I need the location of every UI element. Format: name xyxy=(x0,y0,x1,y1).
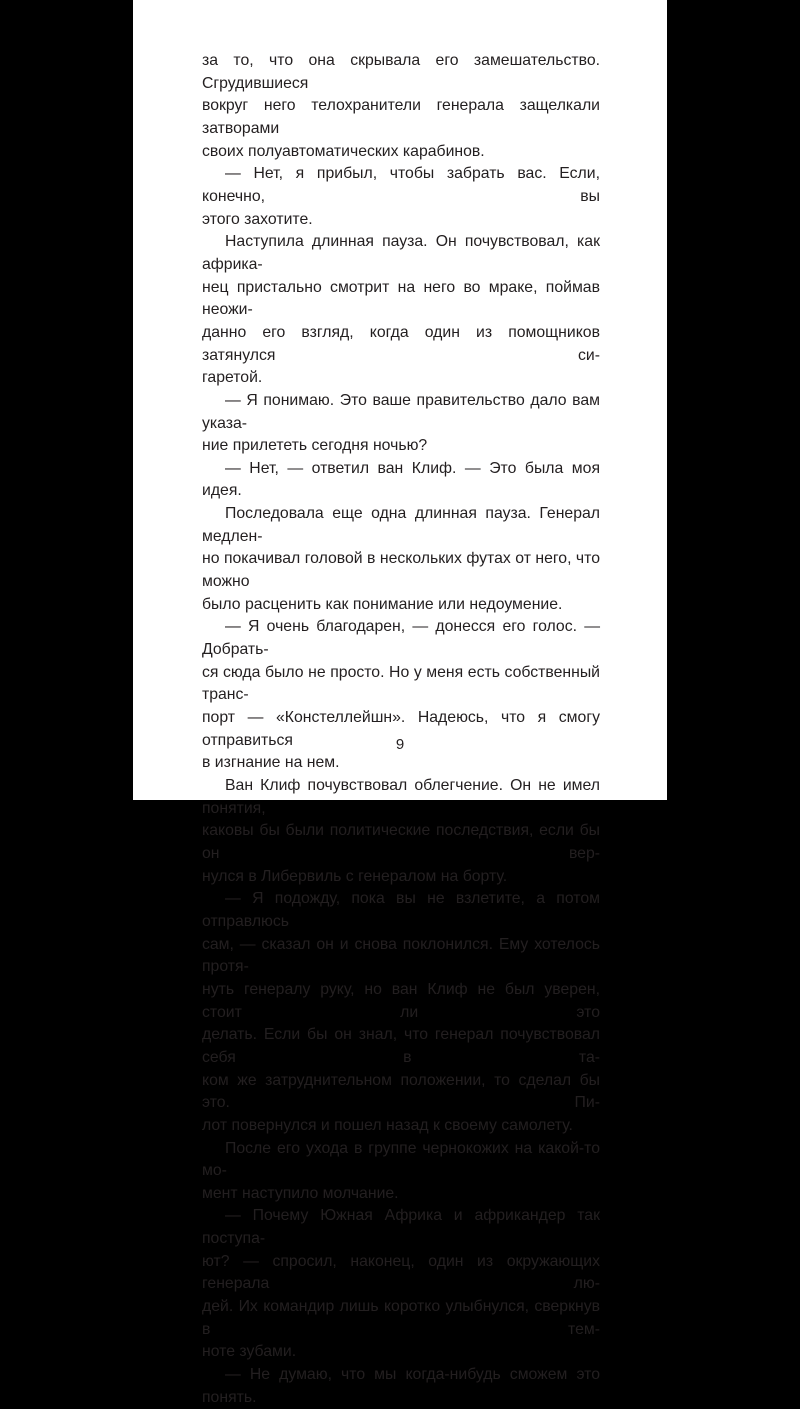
text-line: вокруг него телохранители генерала защелкали затворами xyxy=(202,97,600,137)
text-line: гаретой. xyxy=(202,369,263,387)
text-line: — Нет, я прибыл, чтобы забрать вас. Если, конечно, вы xyxy=(202,165,600,205)
text-line: данно его взгляд, когда один из помощников затянулся си- xyxy=(202,323,600,364)
text-line: мент наступило молчание. xyxy=(202,1184,399,1202)
text-line: нуть генералу руку, но ван Клиф не был уверен, стоит ли это xyxy=(202,980,600,1021)
text-line: за то, что она скрывала его замешательство. Сгрудившиеся xyxy=(202,52,600,92)
text-line: ют? — спросил, наконец, один из окружающих генерала лю- xyxy=(202,1252,600,1293)
text-line: — Я подожду, пока вы не взлетите, а потом отправлюсь xyxy=(202,890,600,930)
text-line: Последовала еще одна длинная пауза. Генерал медлен- xyxy=(202,505,600,545)
text-line: — Нет, — ответил ван Клиф. — Это была моя идея. xyxy=(202,459,600,500)
text-line: дей. Их командир лишь коротко улыбнулся, сверкнув в тем- xyxy=(202,1298,600,1338)
page-number: 9 xyxy=(395,736,405,753)
text-line: этого захотите. xyxy=(202,210,313,228)
text-line: ком же затруднительном положении, то сделал бы это. Пи- xyxy=(202,1071,600,1112)
body-text xyxy=(202,50,600,1409)
text-line: но покачивал головой в нескольких футах от него, что можно xyxy=(202,550,600,591)
text-line: — Я очень благодарен, — донесся его голос. — Добрать- xyxy=(202,618,600,659)
text-line: ся сюда было не просто. Но у меня есть собственный транс- xyxy=(202,663,600,704)
text-line: делать. Если бы он знал, что генерал почувствовал себя в та- xyxy=(202,1026,600,1066)
text-line: лот повернулся и пошел назад к своему самолету. xyxy=(202,1116,573,1134)
text-line: ноте зубами. xyxy=(202,1343,297,1361)
text-line: сам, — сказал он и снова поклонился. Ему хотелось протя- xyxy=(202,935,600,976)
text-line: в изгнание на нем. xyxy=(202,754,340,772)
text-line: ние прилететь сегодня ночью? xyxy=(202,437,428,455)
text-line: — Не думаю, что мы когда-нибудь сможем это понять. xyxy=(202,1366,600,1406)
text-line: нулся в Либервиль с генералом на борту. xyxy=(202,867,508,885)
book-page xyxy=(133,0,667,1406)
text-line: — Я понимаю. Это ваше правительство дало вам указа- xyxy=(202,391,600,432)
text-line: было расценить как понимание или недоумение. xyxy=(202,595,563,613)
text-line: нец пристально смотрит на него во мраке, поймав неожи- xyxy=(202,278,600,319)
text-line: Ван Клиф почувствовал облегчение. Он не имел понятия, xyxy=(202,777,600,817)
text-line: каковы бы были политические последствия, если бы он вер- xyxy=(202,822,600,862)
text-line: своих полуавтоматических карабинов. xyxy=(202,142,485,160)
text-line: Наступила длинная пауза. Он почувствовал, как африка- xyxy=(202,233,600,273)
text-line: После его ухода в группе чернокожих на какой-то мо- xyxy=(202,1139,600,1180)
text-line: — Почему Южная Африка и африкандер так поступа- xyxy=(202,1207,600,1248)
text-line: порт — «Констеллейшн». Надеюсь, что я смогу отправиться xyxy=(202,709,600,749)
